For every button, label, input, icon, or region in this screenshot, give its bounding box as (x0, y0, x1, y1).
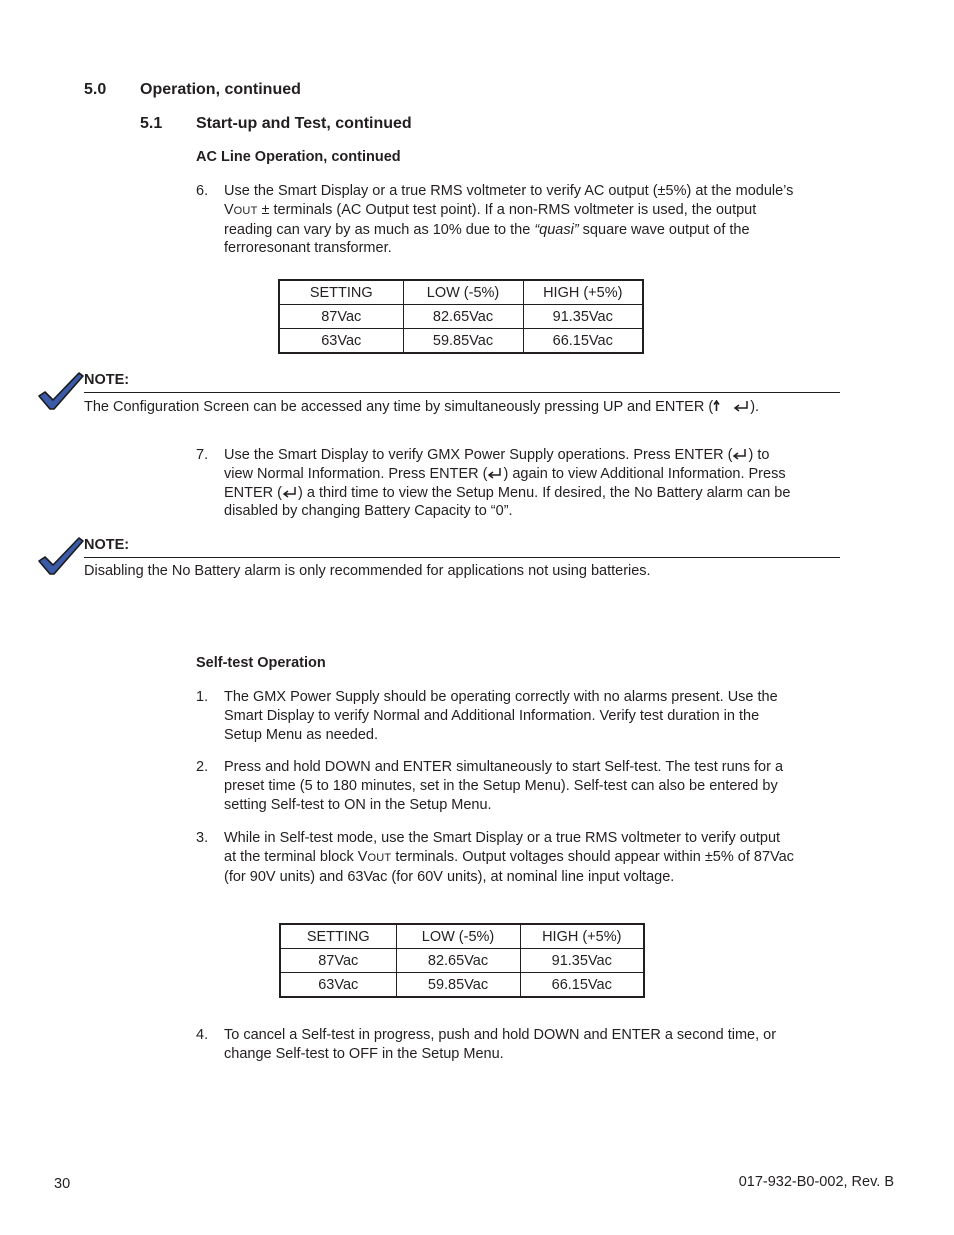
self-test-step-4-number: 4. (196, 1027, 209, 1043)
table-header-row (279, 280, 643, 305)
text-line: Smart Display to verify Normal and Additional Information. Verify test duration in the (224, 707, 760, 724)
table-cell: 82.65Vac (403, 305, 523, 329)
table-cell: 66.15Vac (523, 329, 643, 354)
vout-label: VOUT (224, 201, 258, 218)
self-test-step-1-text (224, 688, 844, 744)
subsection-title: Start-up and Test, continued (196, 115, 412, 132)
table-cell: 63Vac (279, 329, 403, 354)
table-header-cell: SETTING (280, 924, 396, 949)
text-line: The GMX Power Supply should be operating correctly with no alarms present. Use the (224, 689, 778, 705)
step-7-line-2: view Normal Information. Press ENTER ( ) again to view Additional Information. Press (224, 465, 786, 482)
table-header-cell: LOW (-5%) (396, 924, 520, 949)
step-7-line-4: disabled by changing Battery Capacity to “0”. (224, 503, 513, 520)
step-7-line-1: Use the Smart Display to verify GMX Power Supply operations. Press ENTER ( ) to (224, 447, 770, 463)
table-cell: 59.85Vac (403, 329, 523, 354)
step-6-text (224, 182, 844, 258)
enter-icon (732, 448, 748, 460)
self-test-step-4-text (224, 1026, 844, 1064)
self-test-step-1-number: 1. (196, 689, 209, 705)
table-row (280, 949, 644, 973)
table-cell: 82.65Vac (396, 949, 520, 973)
section-title: Operation, continued (140, 81, 301, 98)
table-cell: 91.35Vac (523, 305, 643, 329)
step-6-line-1: Use the Smart Display or a true RMS voltmeter to verify AC output (±5%) at the module’s (224, 183, 794, 199)
table-cell: 59.85Vac (396, 973, 520, 998)
table-header-cell: SETTING (279, 280, 403, 305)
table-cell: 87Vac (280, 949, 396, 973)
self-test-heading: Self-test Operation (196, 655, 326, 671)
voltage-table-1 (278, 279, 644, 354)
vout-label: VOUT (357, 848, 392, 865)
up-arrow-icon (713, 400, 733, 412)
page-number: 30 (54, 1176, 71, 1192)
note-2-divider (84, 557, 840, 558)
document-id: 017-932-B0-002, Rev. B (738, 1174, 894, 1190)
text-line: (for 90V units) and 63Vac (for 60V units), at nominal line input voltage. (224, 868, 675, 885)
step-7-number: 7. (196, 447, 209, 463)
step-6-line-2: VOUT ± terminals (AC Output test point). If a non-RMS voltmeter is used, the output (224, 201, 757, 218)
table-cell: 63Vac (280, 973, 396, 998)
table-header-cell: HIGH (+5%) (523, 280, 643, 305)
note-1-text: The Configuration Screen can be accessed any time by simultaneously pressing UP and ENTER ( ). (84, 399, 760, 415)
enter-icon (487, 467, 503, 479)
self-test-step-3-number: 3. (196, 830, 209, 846)
enter-icon (282, 486, 298, 498)
ac-line-heading: AC Line Operation, continued (196, 149, 401, 165)
text-line: To cancel a Self-test in progress, push and hold DOWN and ENTER a second time, or (224, 1027, 777, 1043)
table-cell: 91.35Vac (520, 949, 644, 973)
note-2-label: NOTE: (84, 537, 130, 553)
table-row (279, 305, 643, 329)
section-number: 5.0 (84, 81, 107, 98)
step-6-line-4: ferroresonant transformer. (224, 240, 392, 257)
step-7-text (224, 446, 844, 521)
table-row (280, 973, 644, 998)
subsection-number: 5.1 (140, 115, 163, 132)
table-cell: 87Vac (279, 305, 403, 329)
text-line: Setup Menu as needed. (224, 726, 378, 743)
text-line: preset time (5 to 180 minutes, set in the Setup Menu). Self-test can also be entered by (224, 777, 778, 794)
text-line: at the terminal block VOUT terminals. Output voltages should appear within ±5% of 87Vac (224, 848, 794, 865)
text-line: Press and hold DOWN and ENTER simultaneously to start Self-test. The test runs for a (224, 759, 784, 775)
step-6-number: 6. (196, 183, 209, 199)
note-1-divider (84, 392, 840, 393)
enter-icon (733, 400, 750, 412)
step-6-line-3: reading can vary by as much as 10% due to the “quasi” square wave output of the (224, 221, 750, 238)
checkmark-icon (37, 370, 85, 412)
note-1-label: NOTE: (84, 372, 130, 388)
text-line: change Self-test to OFF in the Setup Menu. (224, 1045, 504, 1062)
step-7-line-3: ENTER ( ) a third time to view the Setup Menu. If desired, the No Battery alarm can be (224, 484, 791, 501)
note-2-text: Disabling the No Battery alarm is only recommended for applications not using batteries. (84, 563, 651, 579)
quasi-term: “quasi” (534, 221, 579, 238)
self-test-step-2-number: 2. (196, 759, 209, 775)
self-test-step-2-text (224, 758, 844, 814)
checkmark-icon (37, 535, 85, 577)
self-test-step-3-text (224, 829, 844, 886)
table-cell: 66.15Vac (520, 973, 644, 998)
table-header-row (280, 924, 644, 949)
voltage-table-2 (279, 923, 645, 998)
text-line: While in Self-test mode, use the Smart Display or a true RMS voltmeter to verify output (224, 830, 781, 846)
table-header-cell: HIGH (+5%) (520, 924, 644, 949)
table-header-cell: LOW (-5%) (403, 280, 523, 305)
table-row (279, 329, 643, 354)
text-line: setting Self-test to ON in the Setup Menu. (224, 796, 492, 813)
